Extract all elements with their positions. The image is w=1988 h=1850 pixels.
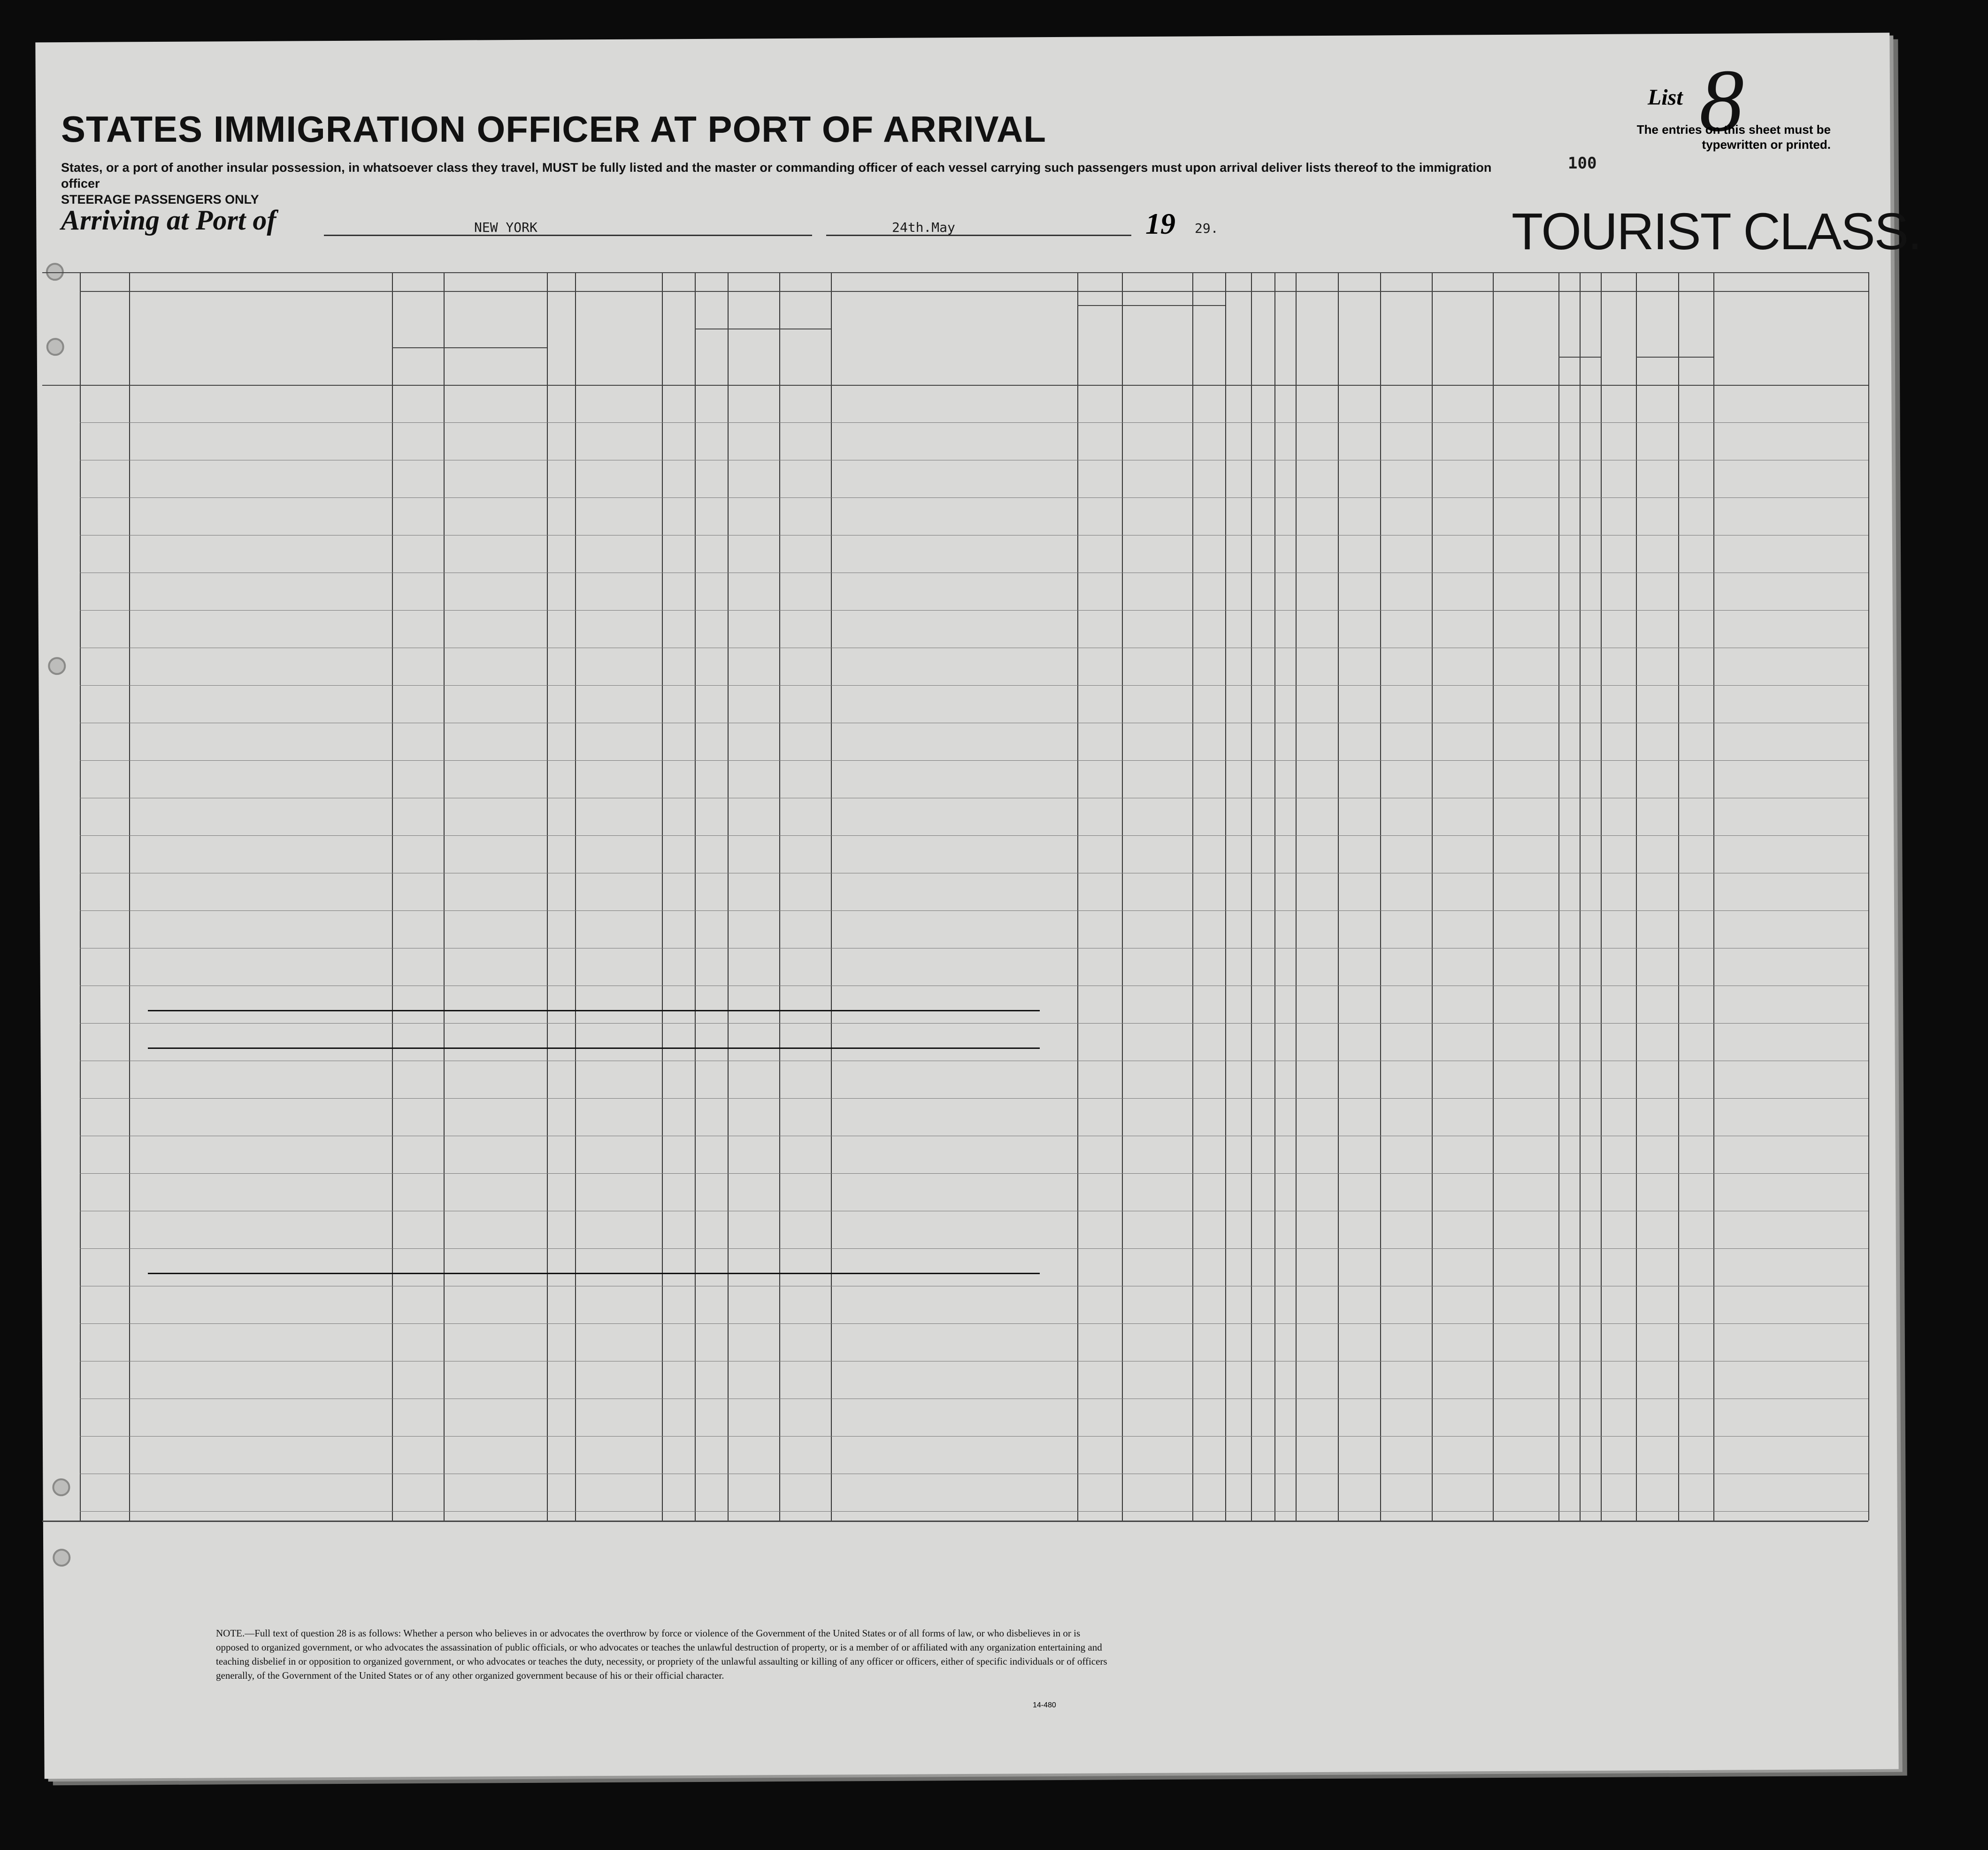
column-rule <box>1338 272 1339 1521</box>
row-rule <box>80 1023 1868 1024</box>
year-suffix: 29. <box>1195 221 1219 236</box>
column-rule <box>1713 272 1714 1521</box>
page-number: 100 <box>1568 154 1597 173</box>
column-rule <box>1077 272 1078 1521</box>
column-rule <box>444 272 445 1521</box>
column-rule <box>662 272 663 1521</box>
sub-rule <box>1558 357 1601 358</box>
date-value: 24th.May <box>892 220 955 235</box>
column-rule <box>1636 272 1637 1521</box>
column-rule <box>728 272 729 1521</box>
column-rule <box>1225 272 1226 1521</box>
column-rule <box>1678 272 1679 1521</box>
strikethrough-line <box>148 1273 1040 1274</box>
form-title: STATES IMMIGRATION OFFICER AT PORT OF ARRIVAL <box>61 108 1046 150</box>
footnote: NOTE.—Full text of question 28 is as follows: Whether a person who believes in or advocates the overthrow by force or violence of the Government of the United States or of all forms of law, or who disbelieves in or is opposed to organized government, or who advocates the assassination of public officials, or who advocates or teaches the unlawful destruction of property, or is a member of or affiliated with any organization entertaining and teaching disbelief in or opposition to organized government, or who advocates or teaches the duty, necessity, or propriety of the unlawful assaulting or killing of any officer or officers, either of specific individuals or of officers generally, of the Government of the United States or of any other organized government because of his or their official character. <box>216 1628 1107 1681</box>
list-number: 8 <box>1699 52 1744 150</box>
column-rule <box>1558 272 1559 1521</box>
column-rule <box>1274 272 1275 1521</box>
row-rule <box>80 835 1868 836</box>
column-rule <box>1580 272 1581 1521</box>
form-instructions <box>61 160 1493 207</box>
column-rule <box>1380 272 1381 1521</box>
column-rule <box>1251 272 1252 1521</box>
column-rule <box>1432 272 1433 1521</box>
year-prefix: 19 <box>1145 207 1175 240</box>
column-rule <box>392 272 393 1521</box>
column-rule <box>1868 272 1869 1521</box>
steerage-note: STEERAGE PASSENGERS ONLY <box>61 192 259 206</box>
column-rule <box>695 272 696 1521</box>
row-rule <box>80 1098 1868 1099</box>
instructions-text: States, or a port of another insular possession, in whatsoever class they travel, MUST be fully listed and the master or commanding officer of each vessel carrying such passengers must upon arrival deliver lists thereof to the immigration officer <box>61 161 1492 191</box>
column-rule <box>1296 272 1297 1521</box>
strikethrough-line <box>148 1010 1040 1011</box>
sub-rule <box>1077 305 1225 306</box>
arriving-label: Arriving at Port of <box>61 205 276 236</box>
row-rule <box>80 1173 1868 1174</box>
column-rule <box>575 272 576 1521</box>
list-label: List <box>1648 85 1683 110</box>
row-rule <box>80 497 1868 498</box>
row-rule <box>80 1436 1868 1437</box>
header-rule <box>80 291 1868 292</box>
date-underline <box>826 235 1131 236</box>
row-rule <box>80 910 1868 911</box>
row-rule <box>80 685 1868 686</box>
column-rule <box>831 272 832 1521</box>
tourist-class-stamp: TOURIST CLASS. <box>1512 203 1921 260</box>
row-rule <box>80 422 1868 423</box>
entries-note: The entries on this sheet must be typewritten or printed. <box>1636 122 1831 152</box>
row-rule <box>80 610 1868 611</box>
row-rule <box>80 1511 1868 1512</box>
header-rule <box>42 1521 1868 1522</box>
header-rule <box>42 272 1868 273</box>
column-rule <box>129 272 130 1521</box>
sub-rule <box>392 347 547 348</box>
column-rule <box>1601 272 1602 1521</box>
form-code: 14-480 <box>1033 1701 1056 1709</box>
column-rule <box>1122 272 1123 1521</box>
row-rule <box>80 1323 1868 1324</box>
sub-rule <box>1636 357 1713 358</box>
row-rule <box>80 760 1868 761</box>
column-rule <box>1192 272 1193 1521</box>
manifest-table <box>42 272 1868 1577</box>
header-rule <box>42 385 1868 386</box>
column-rule <box>80 272 81 1521</box>
column-rule <box>547 272 548 1521</box>
strikethrough-line <box>148 1047 1040 1049</box>
port-underline <box>324 235 812 236</box>
column-rule <box>1493 272 1494 1521</box>
port-value: NEW YORK <box>474 220 537 235</box>
column-rule <box>779 272 780 1521</box>
row-rule <box>80 1248 1868 1249</box>
